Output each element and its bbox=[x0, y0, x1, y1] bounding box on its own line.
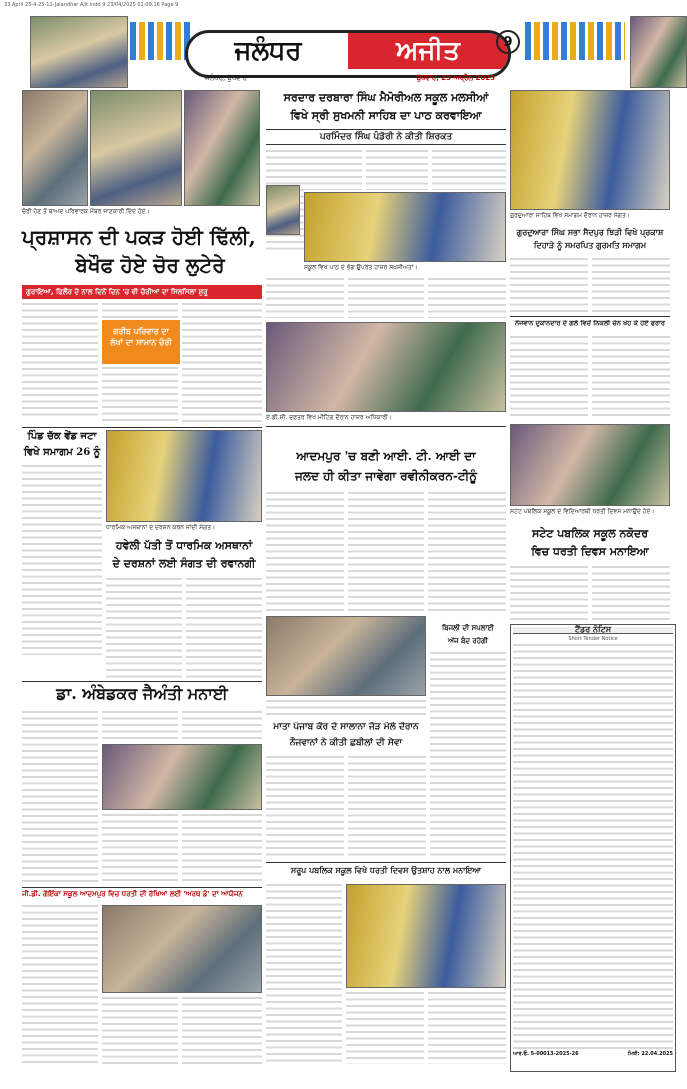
masthead-title-right: ਅਜੀਤ bbox=[348, 33, 508, 69]
ambedkar-photo bbox=[102, 744, 262, 810]
gurmat-headline: ਗੁਰਦੁਆਰਾ ਸਿੰਘ ਸਭਾ ਸੈਦਪੁਰ ਝਿੜੀ ਵਿਖੇ ਪ੍ਰਕਾਸ਼ ਦਿਹਾੜੇ ਨੂੰ ਸਮਰਪਿਤ ਗੁਰਮਤਿ ਸਮਾਗਮ bbox=[516, 227, 664, 250]
masthead-subline bbox=[205, 74, 495, 83]
theft-photo-1 bbox=[22, 90, 88, 206]
sewa-text-1 bbox=[266, 700, 426, 718]
school-photo bbox=[304, 192, 506, 262]
sewa-headline-1: ਮਾਤਾ ਪੰਜਾਬ ਕੌਰ ਦੇ ਸਾਲਾਨਾ ਜੋੜ ਮੇਲੇ ਦੌਰਾਨ bbox=[273, 722, 419, 732]
pilgrims-photo bbox=[106, 430, 262, 522]
theft-text-col-2 bbox=[102, 303, 178, 319]
chain-text-1 bbox=[510, 336, 588, 420]
earth-day-text-2 bbox=[102, 997, 178, 1065]
iti-headline-1: ਆਦਮਪੁਰ 'ਚ ਬਣੀ ਆਈ. ਟੀ. ਆਈ ਦਾ bbox=[296, 449, 476, 463]
iti-text-1 bbox=[266, 492, 344, 612]
iti-text-2 bbox=[348, 492, 424, 612]
school-small-photo bbox=[266, 185, 300, 235]
pilgrims-text-2 bbox=[186, 578, 262, 678]
divider bbox=[266, 426, 506, 427]
saroop-headline: ਸਰੂਪ ਪਬਲਿਕ ਸਕੂਲ ਵਿਖੇ ਧਰਤੀ ਦਿਵਸ ਉਤਸ਼ਾਹ ਨਾਲ ਮਨਾਇਆ bbox=[290, 866, 482, 875]
tender-notice bbox=[510, 624, 676, 1072]
sewa-photo bbox=[266, 616, 426, 696]
print-slug: 33 April 23-4-25-11-Jalandhar Ajit.indd 9 23/04/2025 01:09:16 Page 9 bbox=[4, 2, 179, 8]
tender-notice-footer bbox=[513, 1049, 673, 1057]
sewa-headline-2: ਨੌਜਵਾਨਾਂ ਨੇ ਕੀਤੀ ਛਬੀਲਾਂ ਦੀ ਸੇਵਾ bbox=[289, 738, 403, 748]
earth-day-text-1 bbox=[22, 905, 98, 1065]
masthead-box bbox=[185, 30, 511, 78]
ambedkar-text-2 bbox=[102, 711, 178, 741]
ambedkar-text-4 bbox=[102, 814, 178, 884]
chain-snatching-headline: ਨੌਜਵਾਨ ਦੁਕਾਨਦਾਰ ਦੇ ਗਲੇ ਵਿਚੋਂ ਨਿਕਲੀ ਚੇਨ ਖੋਹ ਕੇ ਹੋਏ ਫਰਾਰ bbox=[515, 320, 665, 327]
masthead bbox=[185, 26, 505, 88]
pilgrims-caption: ਧਾਰਮਿਕ ਅਸਥਾਨਾਂ ਦੇ ਦਰਸ਼ਨ ਕਰਨ ਜਾਂਦੀ ਸੰਗਤ। bbox=[106, 524, 216, 531]
divider bbox=[22, 427, 262, 428]
theft-text-col-2b bbox=[102, 367, 178, 423]
saroop-text-3 bbox=[428, 992, 506, 1064]
village-event-text bbox=[22, 465, 102, 655]
school-headline-2: ਵਿਖੇ ਸ੍ਰੀ ਸੁਖਮਨੀ ਸਾਹਿਬ ਦਾ ਪਾਠ ਕਰਵਾਇਆ bbox=[290, 109, 482, 122]
theft-headline-1: ਪ੍ਰਸ਼ਾਸਨ ਦੀ ਪਕੜ ਹੋਈ ਢਿੱਲੀ, bbox=[22, 225, 256, 249]
state-school-headline-1: ਸਟੇਟ ਪਬਲਿਕ ਸਕੂਲ ਨਕੋਦਰ bbox=[531, 527, 649, 540]
school-headline-1: ਸਰਦਾਰ ਦਰਬਾਰਾ ਸਿੰਘ ਮੈਮੋਰੀਅਲ ਸਕੂਲ ਮਲਸੀਆਂ bbox=[283, 91, 489, 104]
earth-day-state-caption: ਸਟੇਟ ਪਬਲਿਕ ਸਕੂਲ ਦੇ ਵਿਦਿਆਰਥੀ ਧਰਤੀ ਦਿਵਸ ਮਨਾਉਂਦੇ ਹੋਏ। bbox=[510, 508, 655, 515]
theft-red-banner: ਗੁਰਾਇਆ, ਫਿਲੌਰ ਦੇ ਨਾਲ ਦਿਨੋਂ ਦਿਨ 'ਚ ਵੀ ਚੋਰੀਆਂ ਦਾ ਸਿਲਸਿਲਾ ਸ਼ੁਰੂ bbox=[22, 285, 262, 299]
theft-text-col-3 bbox=[182, 303, 262, 423]
earth-day-state-photo bbox=[510, 424, 670, 506]
masthead-title-left: ਜਲੰਧਰ bbox=[234, 36, 302, 66]
meeting-photo bbox=[266, 322, 506, 412]
tender-ro-number: ਆਰ.ਓ. 5-00013-2025-26 bbox=[513, 1051, 579, 1057]
earth-day-photo bbox=[102, 905, 262, 993]
gurmat-text-1 bbox=[510, 258, 588, 314]
saroop-text-1 bbox=[266, 884, 342, 1064]
saroop-text-2 bbox=[346, 992, 424, 1064]
gurmat-text-2 bbox=[592, 258, 670, 314]
school-text-5 bbox=[266, 278, 344, 318]
earth-day-text-3 bbox=[182, 997, 262, 1065]
divider bbox=[22, 887, 262, 888]
power-cut-text bbox=[430, 652, 506, 858]
ambedkar-text-1 bbox=[22, 711, 98, 885]
theft-photo-3 bbox=[184, 90, 260, 206]
sewa-text-3 bbox=[348, 756, 426, 860]
school-caption: ਸਕੂਲ ਵਿਖੇ ਪਾਠ ਦੇ ਭੋਗ ਉਪਰੰਤ ਹਾਜ਼ਰ ਸ਼ਖ਼ਸੀਅਤਾਂ। bbox=[304, 264, 418, 271]
meeting-caption: ਏ.ਡੀ.ਸੀ. ਦਫ਼ਤਰ ਵਿਖੇ ਮੀਟਿੰਗ ਦੌਰਾਨ ਹਾਜ਼ਰ ਅਧਿਕਾਰੀ। bbox=[266, 414, 392, 421]
school-text-7 bbox=[428, 278, 506, 318]
divider bbox=[22, 681, 262, 682]
school-byline: ਪਰਮਿੰਦਰ ਸਿੰਘ ਪੰਡੋਰੀ ਨੇ ਕੀਤੀ ਸ਼ਿਰਕਤ bbox=[266, 129, 506, 145]
ambedkar-text-3 bbox=[182, 711, 262, 741]
tender-notice-body bbox=[513, 644, 673, 1049]
theft-headline-2: ਬੇਖੌਫ ਹੋਏ ਚੋਰ ਲੁਟੇਰੇ bbox=[75, 253, 225, 277]
iti-headline-2: ਜਲਦ ਹੀ ਕੀਤਾ ਜਾਵੇਗਾ ਰਵੀਨੀਕਰਨ-ਟੀਨੂੰ bbox=[295, 469, 477, 483]
header-photo-left bbox=[30, 16, 128, 88]
state-school-headline-2: ਵਿਚ ਧਰਤੀ ਦਿਵਸ ਮਨਾਇਆ bbox=[531, 545, 649, 558]
masthead-date: ਬੁੱਧਵਾਰ, 23 ਅਪ੍ਰੈਲ 2025 bbox=[416, 74, 495, 82]
village-event-headline-1: ਪਿੰਡ ਚੱਕ ਵੇਂਡ ਜਟਾ bbox=[27, 431, 97, 442]
iti-text-3 bbox=[428, 492, 506, 612]
school-text-3 bbox=[366, 150, 428, 190]
gurmat-photo bbox=[510, 90, 670, 210]
page-number: 9 bbox=[496, 30, 520, 54]
tender-date: ਮਿਤੀ: 22.04.2025 bbox=[628, 1051, 673, 1057]
sewa-text-2 bbox=[266, 756, 344, 860]
gurmat-caption: ਗੁਰਦੁਆਰਾ ਸਾਹਿਬ ਵਿਖੇ ਸਮਾਗਮ ਦੌਰਾਨ ਹਾਜ਼ਰ ਸੰਗਤ। bbox=[510, 212, 630, 219]
header-ornament-left bbox=[130, 22, 190, 60]
theft-text-col-1 bbox=[22, 303, 98, 419]
pilgrims-headline-2: ਦੇ ਦਰਸ਼ਨਾਂ ਲਈ ਸੰਗਤ ਦੀ ਰਵਾਨਗੀ bbox=[112, 557, 256, 570]
village-event-headline-2: ਵਿਖੇ ਸਮਾਗਮ 26 ਨੂੰ bbox=[23, 447, 101, 458]
header-ornament-right bbox=[525, 22, 625, 60]
state-text-2 bbox=[592, 566, 670, 622]
divider bbox=[510, 316, 670, 317]
school-text-6 bbox=[348, 278, 424, 318]
pilgrims-headline-1: ਹਵੇਲੀ ਪੱਤੀ ਤੋਂ ਧਾਰਮਿਕ ਅਸਥਾਨਾਂ bbox=[115, 539, 253, 552]
school-text-2 bbox=[304, 150, 362, 190]
pilgrims-text-1 bbox=[106, 578, 182, 678]
header-photo-right bbox=[630, 16, 687, 88]
ambedkar-text-5 bbox=[182, 814, 262, 884]
earth-day-footer-headline: ਜੀ.ਡੀ. ਗੋਇੰਕਾ ਸਕੂਲ ਆਦਮਪੁਰ ਵਿਚ ਧਰਤੀ ਦੀ ਰੱਖਿਆ ਲਈ 'ਅਰਥ ਡੇ' ਦਾ ਆਯੋਜਨ bbox=[22, 890, 243, 898]
ambedkar-headline: ਡਾ. ਅੰਬੇਡਕਰ ਜੈਅੰਤੀ ਮਨਾਈ bbox=[56, 684, 228, 703]
theft-photo-2 bbox=[90, 90, 182, 206]
tender-notice-title: ਟੈਂਡਰ ਨੋਟਿਸ bbox=[513, 627, 673, 634]
theft-highlight-box: ਗਰੀਬ ਪਰਿਵਾਰ ਦਾ ਲੱਖਾਂ ਦਾ ਸਾਮਾਨ ਚੋਰੀ bbox=[102, 320, 180, 364]
tender-notice-subtitle: Short Tender Notice bbox=[568, 636, 618, 642]
saroop-photo bbox=[346, 884, 506, 988]
school-text-4 bbox=[432, 150, 506, 190]
chain-text-2 bbox=[592, 336, 670, 420]
state-text-1 bbox=[510, 566, 588, 622]
power-cut-headline-2: ਅੱਜ ਬੰਦ ਰਹੇਗੀ bbox=[447, 636, 489, 645]
theft-photo-caption: ਚੋਰੀ ਹੋਣ ਤੋਂ ਬਾਅਦ ਪਰਿਵਾਰਕ ਮੈਂਬਰ ਜਾਣਕਾਰੀ ਦਿੰਦੇ ਹੋਏ। bbox=[22, 208, 150, 215]
masthead-place: ਜਲੰਧਰ, ਬੁੱਧਵਾਰ bbox=[205, 74, 248, 82]
power-cut-headline-1: ਬਿਜਲੀ ਦੀ ਸਪਲਾਈ bbox=[441, 623, 495, 632]
divider bbox=[266, 862, 506, 863]
